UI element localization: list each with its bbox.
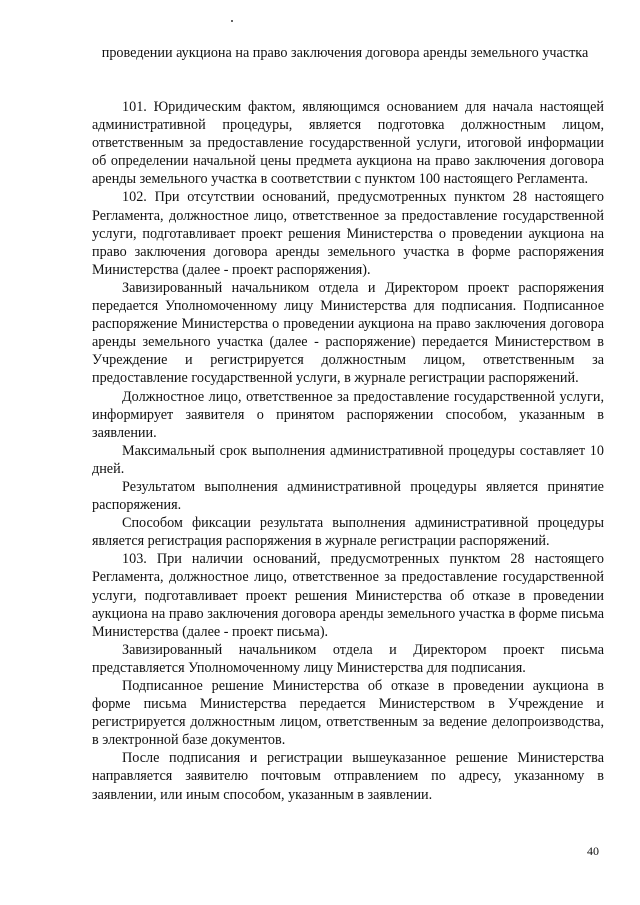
paragraph-signed-order: Завизированный начальником отдела и Директором проект распоряжения передается Уполномоченному лицу Министерства для подписания. Подписанное распоряжение Министерства о проведении аукциона на право заключения договора аренды земельного участка (далее - распоряжение) передается Министерством в Учреждение и регистрируется должностным лицом, ответственным за предоставление государственной услуги, в журнале регистрации распоряжений. bbox=[92, 279, 604, 387]
paragraph-draft-letter: Завизированный начальником отдела и Директором проект письма представляется Уполномоченному лицу Министерства для подписания. bbox=[92, 641, 604, 676]
paragraph-102: 102. При отсутствии оснований, предусмотренных пунктом 28 настоящего Регламента, должностное лицо, ответственное за предоставление государственной услуги, подготавливает проект решения Министерства о проведении аукциона на право заключения договора аренды земельного участка в форме распоряжения Министерства (далее - проект распоряжения). bbox=[92, 189, 604, 278]
paragraph-fixation: Способом фиксации результата выполнения административной процедуры является регистрация распоряжения в журнале регистрации распоряжений. bbox=[92, 515, 604, 550]
section-heading: проведении аукциона на право заключения договора аренды земельного участка bbox=[101, 45, 589, 61]
paragraph-signed-refusal: Подписанное решение Министерства об отказе в проведении аукциона в форме письма Министерства передается Министерством в Учреждение и регистрируется должностным лицом, ответственным за ведение делопроизводства, в электронной базе документов. bbox=[92, 678, 604, 749]
paragraph-result: Результатом выполнения административной процедуры является принятие распоряжения. bbox=[92, 478, 604, 514]
paragraph-inform-applicant: Должностное лицо, ответственное за предоставление государственной услуги, информирует заявителя о принятом распоряжении способом, указанным в заявлении. bbox=[92, 388, 604, 441]
document-body bbox=[92, 98, 604, 804]
paragraph-101: 101. Юридическим фактом, являющимся основанием для начала настоящей административной процедуры, является подготовка должностным лицом, ответственным за предоставление государственной услуги, итоговой информации об определении начальной цены предмета аукциона на право заключения договора аренды земельного участка в соответствии с пунктом 100 настоящего Регламента. bbox=[92, 99, 604, 188]
paragraph-103: 103. При наличии оснований, предусмотренных пунктом 28 настоящего Регламента, должностное лицо, ответственное за предоставление государственной услуги, подготавливает проект решения Министерства об отказе в проведении аукциона на право заключения договора аренды земельного участка в форме письма Министерства (далее - проект письма). bbox=[92, 551, 604, 640]
page-number: 40 bbox=[587, 844, 599, 858]
paragraph-max-term: Максимальный срок выполнения административной процедуры составляет 10 дней. bbox=[92, 442, 604, 477]
scan-speck bbox=[231, 20, 233, 22]
paragraph-sending: После подписания и регистрации вышеуказанное решение Министерства направляется заявителю почтовым отправлением по адресу, указанному в заявлении, или иным способом, указанным в заявлении. bbox=[92, 750, 604, 803]
